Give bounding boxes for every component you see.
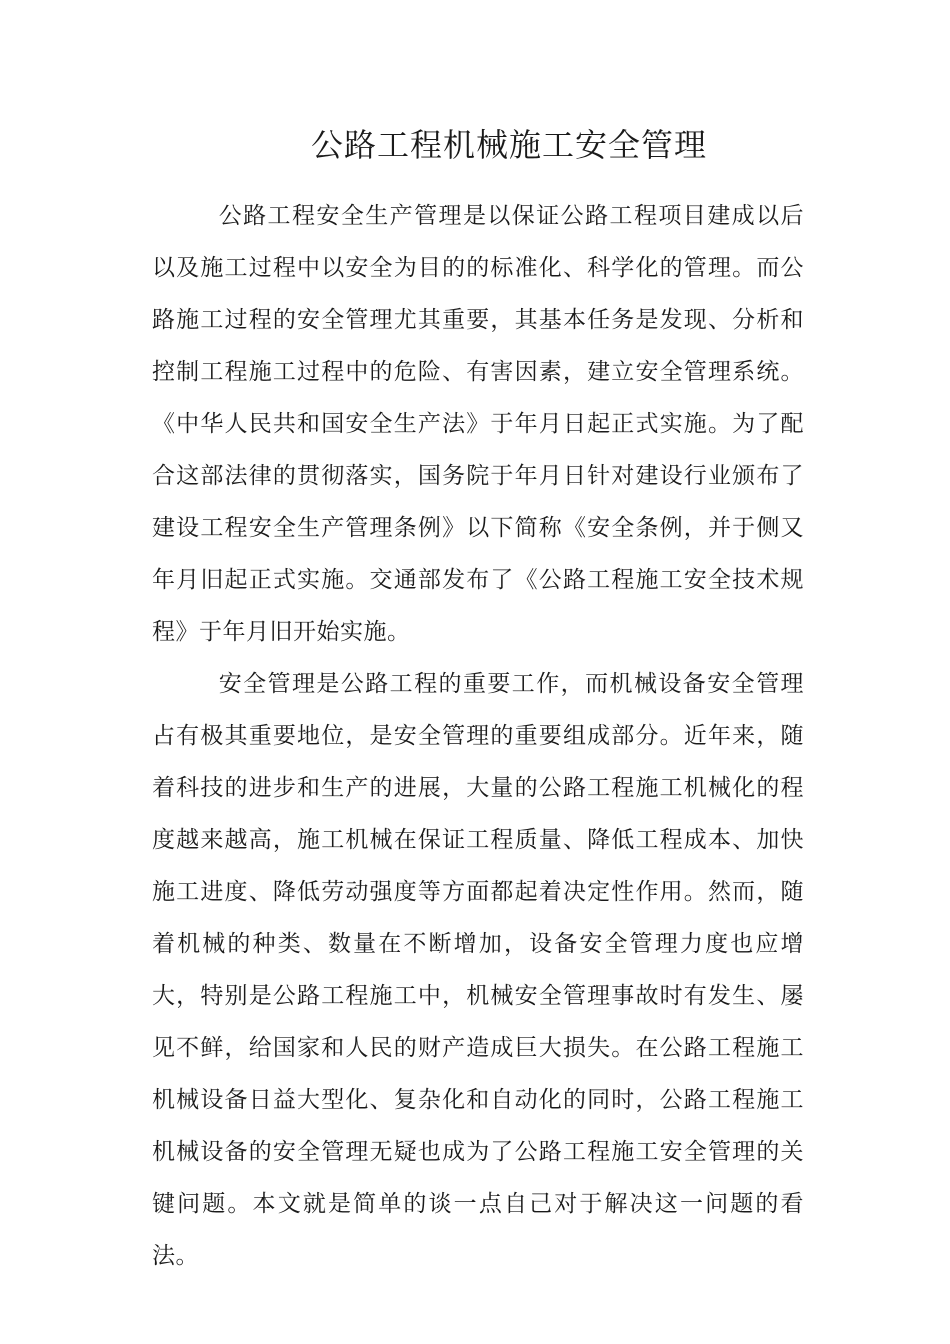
paragraph-1: 公路工程安全生产管理是以保证公路工程项目建成以后以及施工过程中以安全为目的的标准化、科学化的管理。而公路施工过程的安全管理尤其重要，其基本任务是发现、分析和控制工程施工过程中的危险、有害因素，建立安全管理系统。《中华人民共和国安全生产法》于年月日起正式实施。为了配合这部法律的贯彻落实，国务院于年月日针对建设行业颁布了建设工程安全生产管理条例》以下简称《安全条例，并于侧又年月旧起正式实施。交通部发布了《公路工程施工安全技术规程》于年月旧开始实施。 (152, 203, 804, 645)
document-body (152, 190, 804, 1282)
paragraph-2: 安全管理是公路工程的重要工作，而机械设备安全管理占有极其重要地位，是安全管理的重要组成部分。近年来，随着科技的进步和生产的进展，大量的公路工程施工机械化的程度越来越高，施工机械在保证工程质量、降低工程成本、加快施工进度、降低劳动强度等方面都起着决定性作用。然而，随着机械的种类、数量在不断增加，设备安全管理力度也应增大，特别是公路工程施工中，机械安全管理事故时有发生、屡见不鲜，给国家和人民的财产造成巨大损失。在公路工程施工机械设备日益大型化、复杂化和自动化的同时，公路工程施工机械设备的安全管理无疑也成为了公路工程施工安全管理的关键问题。本文就是简单的谈一点自己对于解决这一问题的看法。 (152, 671, 804, 1269)
document-title: 公路工程机械施工安全管理 (310, 126, 707, 164)
